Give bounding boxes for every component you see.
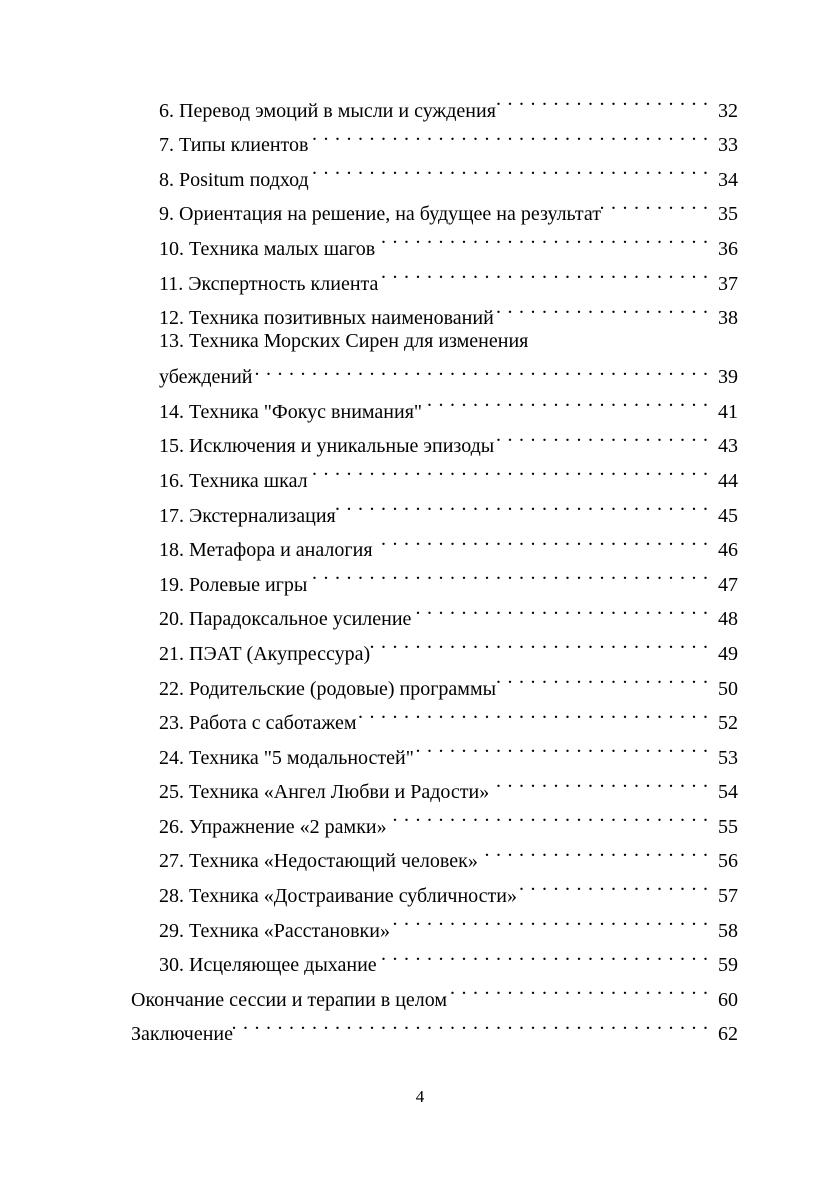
leader-dots <box>308 452 716 487</box>
toc-entry-title: 30. Исцеляющее дыхание <box>159 954 377 977</box>
toc-entry-page: 58 <box>718 919 738 942</box>
leader-dots <box>336 487 716 522</box>
toc-entry-title: 24. Техника "5 модальностей" <box>159 746 414 769</box>
toc-entry[interactable] <box>131 82 738 122</box>
toc-entry-title: 10. Техника малых шагов <box>159 237 376 260</box>
leader-dots <box>494 418 716 453</box>
toc-entry-page: 52 <box>718 712 738 735</box>
leader-dots <box>478 833 716 868</box>
toc-entry-page: 34 <box>718 168 738 191</box>
leader-dots <box>517 867 716 902</box>
toc-entry-title: 20. Парадоксальное усиление <box>159 608 412 631</box>
toc-entry-title: 9. Ориентация на решение, на будущее на результат <box>159 203 602 226</box>
leader-dots <box>387 798 716 833</box>
toc-entry-page: 53 <box>718 746 738 769</box>
toc-entry-title-line2: убеждений <box>159 366 253 389</box>
toc-entry-page: 45 <box>718 504 738 527</box>
toc-entry-title: 14. Техника "Фокус внимания" <box>159 400 423 423</box>
toc-entry-title: 23. Работа с саботажем <box>159 712 357 735</box>
toc-entry-title: Окончание сессии и терапии в целом <box>131 988 448 1011</box>
leader-dots <box>447 971 716 1006</box>
toc-entry-page: 36 <box>718 237 738 260</box>
toc-entry-page: 56 <box>718 850 738 873</box>
toc-entry-page: 60 <box>718 988 738 1011</box>
toc-entry-page: 59 <box>718 954 738 977</box>
toc-entry-page: 55 <box>718 815 738 838</box>
leader-dots <box>377 937 716 972</box>
toc-entry-title: 17. Экстернализация <box>159 504 336 527</box>
leader-dots <box>253 355 716 383</box>
toc-entry-title: 22. Родительские (родовые) программы <box>159 677 497 700</box>
leader-dots <box>494 290 716 325</box>
toc-entry-title: 6. Перевод эмоций в мысли и суждения <box>159 99 496 122</box>
toc-entry[interactable] <box>131 324 738 389</box>
toc-entry-title: 7. Типы клиентов <box>159 134 309 157</box>
toc-entry-page: 44 <box>718 469 738 492</box>
leader-dots <box>601 186 716 221</box>
toc-entry-title: 12. Техника позитивных наименований <box>159 307 494 330</box>
toc-entry-page: 47 <box>718 573 738 596</box>
toc-entry-page: 62 <box>718 1023 738 1046</box>
toc-entry-title: 8. Positum подход <box>159 168 309 191</box>
leader-dots <box>496 82 716 117</box>
toc-entry-page: 32 <box>718 99 738 122</box>
toc-entry-page: 48 <box>718 608 738 631</box>
page-number: 4 <box>415 1087 425 1106</box>
toc-entry-page: 49 <box>718 642 738 665</box>
toc-entry-title: 28. Техника «Достраивание субличности» <box>159 885 517 908</box>
toc-entry-title: 29. Техника «Расстановки» <box>159 919 390 942</box>
leader-dots <box>308 117 716 152</box>
toc-entry-page: 57 <box>718 885 738 908</box>
leader-dots <box>422 383 716 418</box>
leader-dots <box>414 729 716 764</box>
toc-entry-page: 41 <box>718 400 738 423</box>
leader-dots <box>489 764 716 799</box>
leader-dots <box>378 255 716 290</box>
toc-entry-page: 35 <box>718 203 738 226</box>
leader-dots <box>411 591 716 626</box>
toc-entry-page: 39 <box>718 366 738 389</box>
leader-dots <box>373 522 716 557</box>
leader-dots <box>496 660 716 695</box>
toc-entry-page: 33 <box>718 134 738 157</box>
toc-entry-page: 43 <box>718 435 738 458</box>
leader-dots <box>233 1006 716 1041</box>
toc-entry-page: 50 <box>718 677 738 700</box>
toc-entry-title: Заключение <box>131 1023 233 1046</box>
toc-entry-title: 26. Упражнение «2 рамки» <box>159 815 387 838</box>
toc-entry-page: 46 <box>718 539 738 562</box>
toc-entry-title: 21. ПЭАТ (Акупрессура) <box>159 642 371 665</box>
toc-entry-title: 25. Техника «Ангел Любви и Радости» <box>159 781 490 804</box>
leader-dots <box>375 220 716 255</box>
table-of-contents <box>131 82 738 1046</box>
toc-entry-title: 11. Экспертность клиента <box>159 272 379 295</box>
leader-dots <box>370 625 716 660</box>
toc-entry-page: 37 <box>718 272 738 295</box>
toc-entry-title: 15. Исключения и уникальные эпизоды <box>159 435 495 458</box>
leader-dots <box>307 556 716 591</box>
toc-entry-title: 16. Техника шкал <box>159 469 308 492</box>
toc-entry-title-line1: 13. Техника Морских Сирен для изменения <box>159 330 529 353</box>
toc-entry-title: 19. Ролевые игры <box>159 573 308 596</box>
toc-entry-title: 18. Метафора и аналогия <box>159 539 373 562</box>
toc-entry-page: 38 <box>718 307 738 330</box>
toc-entry-title: 27. Техника «Недостающий человек» <box>159 850 478 873</box>
leader-dots <box>390 902 716 937</box>
leader-dots <box>309 151 716 186</box>
leader-dots <box>357 695 716 730</box>
toc-entry-page: 54 <box>718 781 738 804</box>
